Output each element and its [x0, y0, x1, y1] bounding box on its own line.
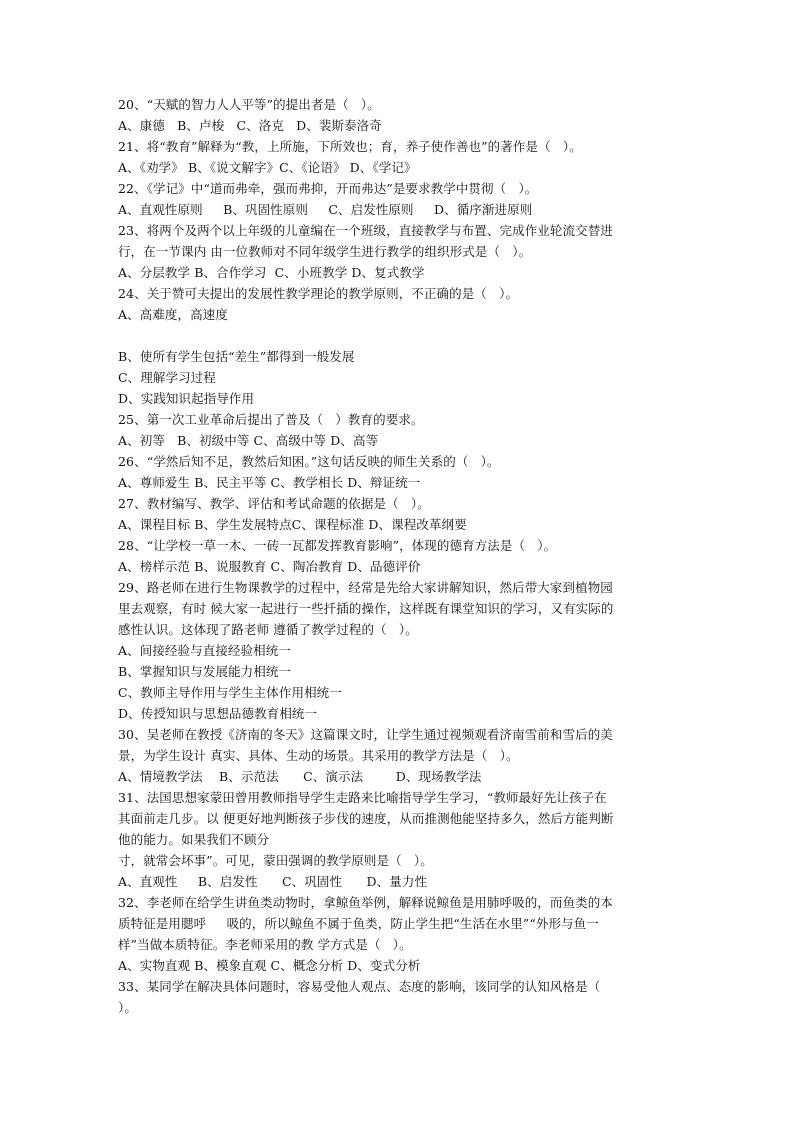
text-line: D、实践知识起指导作用 — [118, 391, 255, 406]
text-line: 26、“学然后知不足，教然后知困。”这句话反映的师生关系的（ ）。 — [118, 454, 500, 469]
text-line: 29、路老师在进行生物课教学的过程中，经常是先给大家讲解知识，然后带大家到植物园 — [118, 580, 613, 595]
text-line: 其面前走几步。以 便更好地判断孩子步伐的速度，从而推测他能坚持多久，然后方能判断 — [118, 811, 614, 826]
text-line: A、《劝学》 B、《说文解字》C、《论语》 D、《学记》 — [118, 160, 417, 175]
text-line: A、实物直观 B、模象直观 C、概念分析 D、变式分析 — [118, 958, 421, 973]
text-line: D、传授知识与思想品德教育相统一 — [118, 706, 318, 721]
text-line: A、榜样示范 B、说服教育 C、陶冶教育 D、品德评价 — [118, 559, 421, 574]
text-line: C、理解学习过程 — [118, 370, 216, 385]
text-line: 样”当做本质特征。李老师采用的教 学方式是（ ）。 — [118, 937, 412, 952]
text-line: 寸，就常会坏事”。可见，蒙田强调的教学原则是（ ）。 — [118, 853, 433, 868]
document-page — [118, 94, 678, 1018]
text-line: 31、法国思想家蒙田曾用教师指导学生走路来比喻指导学生学习，“教师最好先让孩子在 — [118, 790, 607, 805]
text-line: A、间接经验与直接经验相统一 — [118, 643, 291, 658]
text-line: 21、将“教育”解释为“教，上所施，下所效也；育，养子使作善也”的著作是（ ）。 — [118, 139, 582, 154]
text-line: 他的能力。如果我们不顾分 — [118, 832, 270, 847]
text-line: A、情境教学法 B、示范法 C、演示法 D、现场教学法 — [118, 769, 482, 784]
text-line: A、分层教学 B、合作学习 C、小班教学 D、复式教学 — [118, 265, 425, 280]
text-line: 里去观察，有时 候大家一起进行一些扦插的操作，这样既有课堂知识的学习，又有实际的 — [118, 601, 614, 616]
text-line: A、直观性 B、启发性 C、巩固性 D、量力性 — [118, 874, 428, 889]
text-line: 质特征是用腮呼 吸的，所以鲸鱼不属于鱼类，防止学生把“生活在水里”“外形与鱼一 — [118, 916, 599, 931]
text-line: A、高难度，高速度 — [118, 307, 228, 322]
text-line: 28、“让学校一草一木、一砖一瓦都发挥教育影响”，体现的德育方法是（ ）。 — [118, 538, 557, 553]
text-line: 27、教材编写、教学、评估和考试命题的依据是（ ）。 — [118, 496, 430, 511]
text-line: B、使所有学生包括“差生”都得到一般发展 — [118, 349, 355, 364]
text-line: C、教师主导作用与学生主体作用相统一 — [118, 685, 342, 700]
text-line: B、掌握知识与发展能力相统一 — [118, 664, 292, 679]
text-line: A、尊师爱生 B、民主平等 C、教学相长 D、辩证统一 — [118, 475, 421, 490]
text-line: A、直观性原则 B、巩固性原则 C、启发性原则 D、循序渐进原则 — [118, 202, 533, 217]
text-line: A、初等 B、初级中等 C、高级中等 D、高等 — [118, 433, 379, 448]
text-line: 25、第一次工业革命后提出了普及（ ）教育的要求。 — [118, 412, 424, 427]
text-line: A、课程目标 B、学生发展特点C、课程标准 D、课程改革纲要 — [118, 517, 467, 532]
text-line: 20、“天赋的智力人人平等”的提出者是（ ）。 — [118, 97, 380, 112]
blank-line — [118, 325, 678, 346]
text-line: ）。 — [118, 1000, 137, 1015]
text-line: 行，在一节课内 由一位教师对不同年级学生进行教学的组织形式是（ ）。 — [118, 244, 532, 259]
text-line: 22、《学记》中“道而弗牵，强而弗抑，开而弗达”是要求教学中贯彻（ ）。 — [118, 181, 538, 196]
text-line: 24、关于赞可夫提出的发展性教学理论的教学原则，不正确的是（ ）。 — [118, 286, 519, 301]
text-line: 30、吴老师在教授《济南的冬天》这篇课文时，让学生通过视频观看济南雪前和雪后的美 — [118, 727, 613, 742]
text-line: 32、李老师在给学生讲鱼类动物时，拿鲸鱼举例，解释说鲸鱼是用肺呼吸的，而鱼类的本 — [118, 895, 613, 910]
text-line: 感性认识。这体现了路老师 遵循了教学过程的（ ）。 — [118, 622, 418, 637]
text-line: 景，为学生设计 真实、具体、生动的场景。其采用的教学方法是（ ）。 — [118, 748, 519, 763]
text-line: 23、将两个及两个以上年级的儿童编在一个班级，直接教学与布置、完成作业轮流交替进 — [118, 223, 613, 238]
text-line: A、康德 B、卢梭 C、洛克 D、裴斯泰洛奇 — [118, 118, 382, 133]
text-line: 33、某同学在解决具体问题时，容易受他人观点、态度的影响，该同学的认知风格是（ — [118, 979, 601, 994]
